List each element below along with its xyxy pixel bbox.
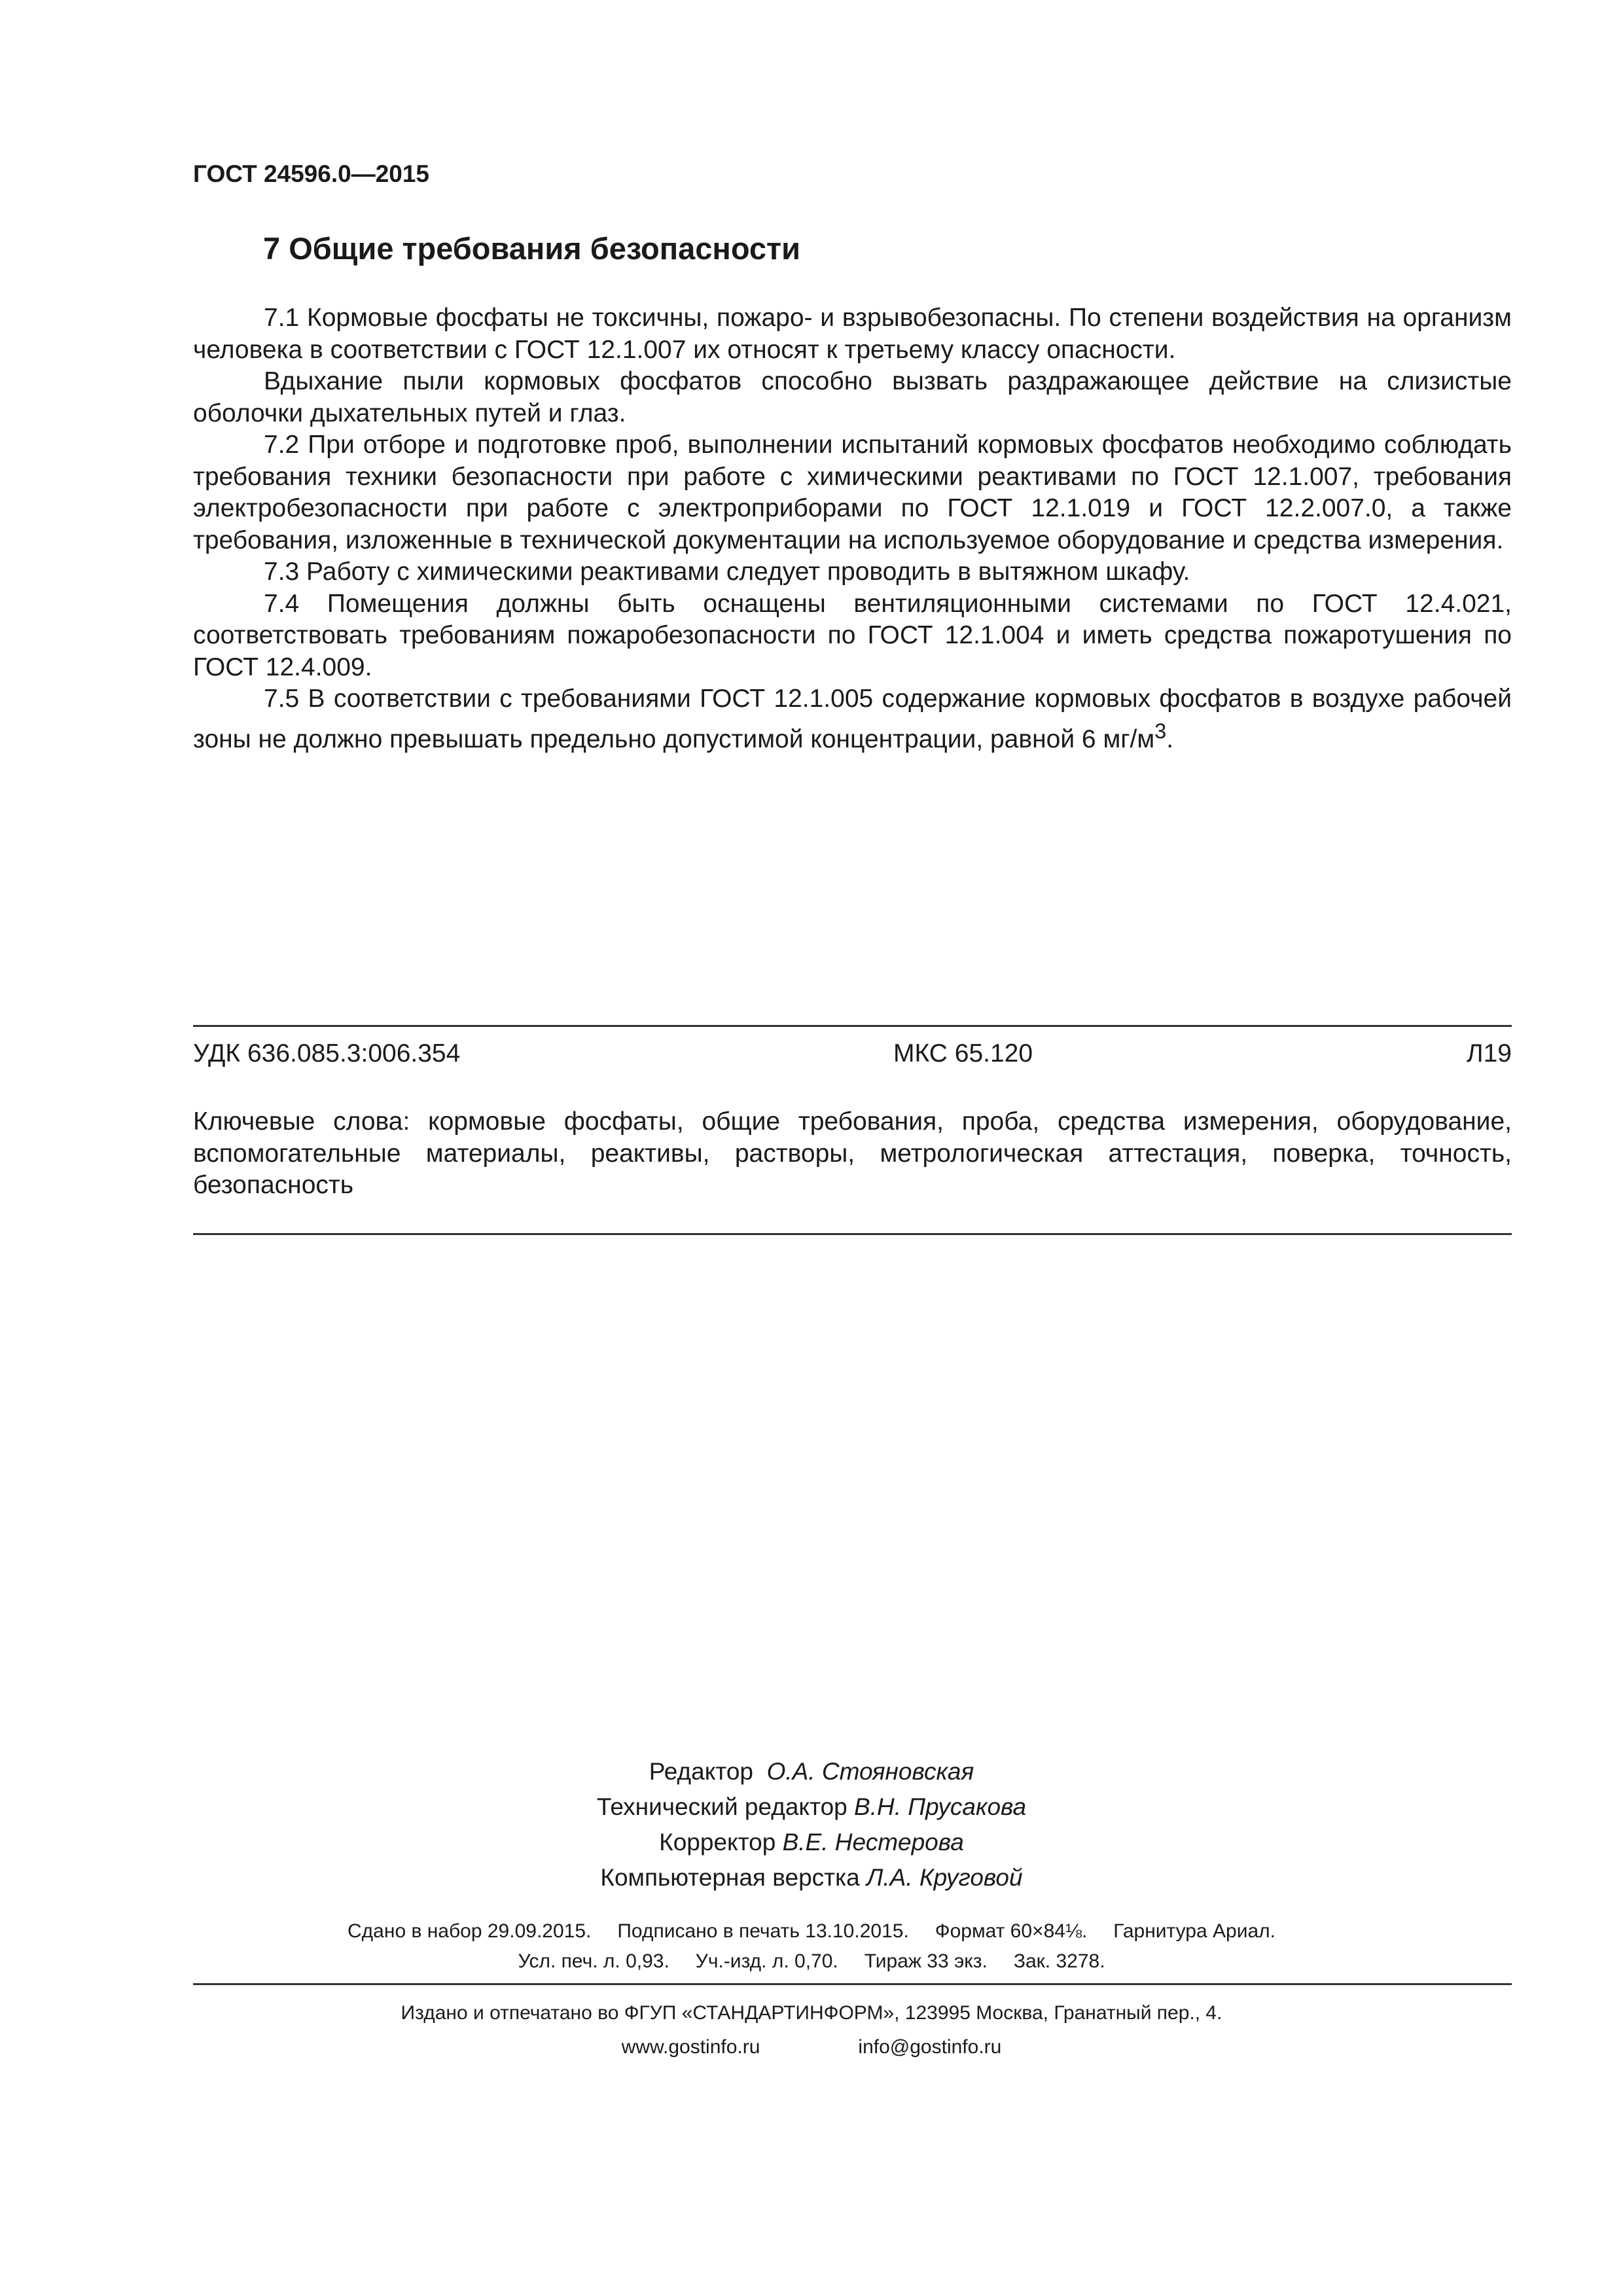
publication-line-2: [0, 1946, 1623, 1977]
paragraph-7-5-end: .: [1166, 725, 1174, 753]
divider-imprint: [193, 1983, 1512, 1985]
paragraph-7-1: 7.1 Кормовые фосфаты не токсичны, пожаро- и взрывобезопасны. По степени воздействия на организм человека в соответствии с ГОСТ 12.1.007 их относят к третьему классу опасности.: [193, 304, 1512, 364]
print-date: Подписано в печать 13.10.2015.: [617, 1920, 909, 1942]
credit-technical-editor: [0, 1789, 1623, 1825]
paragraph-7-4: 7.4 Помещения должны быть оснащены вентиляционными системами по ГОСТ 12.4.021, соответствовать требованиям пожаробезопасности по ГОСТ 12.1.004 и иметь средства пожаротушения по ГОСТ 12.4.009.: [193, 589, 1512, 681]
credit-role: Корректор: [659, 1829, 776, 1856]
credit-name: В.Н. Прусакова: [854, 1793, 1027, 1820]
section-body: [193, 302, 1512, 755]
paragraph-7-5: [193, 683, 1512, 755]
okp-code: Л19: [1467, 1039, 1512, 1067]
paragraph-7-3: 7.3 Работу с химическими реактивами следует проводить в вытяжном шкафу.: [264, 558, 1190, 586]
paragraph-7-1-cont: Вдыхание пыли кормовых фосфатов способно вызвать раздражающее действие на слизистые оболочки дыхательных путей и глаз.: [193, 367, 1512, 427]
section-title: 7 Общие требования безопасности: [263, 231, 800, 266]
keywords: Ключевые слова: кормовые фосфаты, общие требования, проба, средства измерения, оборудование, вспомогательные материалы, реактивы, растворы, метрологическая аттестация, поверка, точность, безопасность: [193, 1107, 1512, 1199]
credit-layout: [0, 1860, 1623, 1895]
divider-keywords: [193, 1233, 1512, 1235]
credit-role: Технический редактор: [596, 1793, 847, 1820]
credit-editor: [0, 1754, 1623, 1789]
paragraph-7-5-superscript: 3: [1154, 719, 1167, 743]
document-code: ГОСТ 24596.0—2015: [193, 160, 430, 187]
publisher-sheets: Уч.-изд. л. 0,70.: [695, 1950, 838, 1972]
credit-name: Л.А. Круговой: [866, 1864, 1023, 1891]
credit-name: О.А. Стояновская: [766, 1758, 974, 1785]
udk-code: УДК 636.085.3:006.354: [193, 1039, 461, 1067]
print-run: Тираж 33 экз.: [864, 1950, 988, 1972]
credit-name: В.Е. Нестерова: [782, 1829, 964, 1856]
paper-format: Формат 60×84⅛.: [935, 1920, 1088, 1942]
credits: [0, 1754, 1623, 1895]
publication-info: [0, 1916, 1623, 1977]
credit-proofreader: [0, 1825, 1623, 1860]
website-link[interactable]: www.gostinfo.ru: [621, 2036, 760, 2058]
typeface: Гарнитура Ариал.: [1113, 1920, 1275, 1942]
paragraph-7-5-text: 7.5 В соответствии с требованиями ГОСТ 12.1.005 содержание кормовых фосфатов в воздухе рабочей зоны не должно превышать предельно допустимой концентрации, равной 6 мг/м: [193, 685, 1512, 753]
imprint: [0, 1996, 1623, 2064]
contacts-line: [0, 2030, 1623, 2064]
divider-top: [193, 1025, 1512, 1027]
order-number: Зак. 3278.: [1013, 1950, 1105, 1972]
mks-code: МКС 65.120: [893, 1039, 1033, 1067]
printed-sheets: Усл. печ. л. 0,93.: [518, 1950, 669, 1972]
publication-line-1: [0, 1916, 1623, 1946]
email-link[interactable]: info@gostinfo.ru: [858, 2036, 1002, 2058]
paragraph-7-2: 7.2 При отборе и подготовке проб, выполнении испытаний кормовых фосфатов необходимо соблюдать требования техники безопасности при работе с химическими реактивами по ГОСТ 12.1.007, требования электробезопасности при работе с электроприборами по ГОСТ 12.1.019 и ГОСТ 12.2.007.0, а также требования, изложенные в технической документации на используемое оборудование и средства измерения.: [193, 431, 1512, 554]
typeset-date: Сдано в набор 29.09.2015.: [348, 1920, 592, 1942]
publisher-line: Издано и отпечатано во ФГУП «СТАНДАРТИНФОРМ», 123995 Москва, Гранатный пер., 4.: [401, 2002, 1222, 2024]
credit-role: Компьютерная верстка: [600, 1864, 860, 1891]
credit-role: Редактор: [649, 1758, 753, 1785]
